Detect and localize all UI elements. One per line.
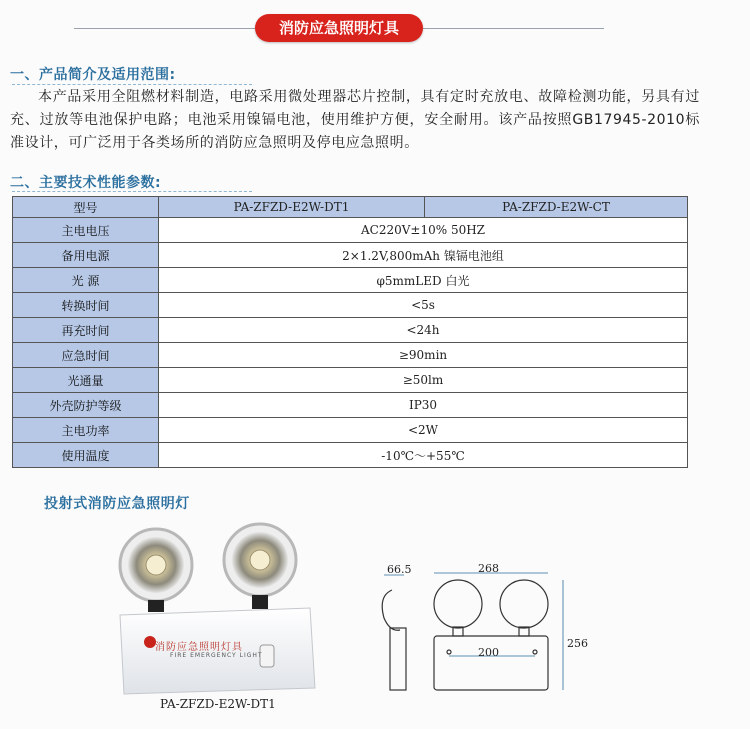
row-value: <5s	[159, 293, 688, 318]
row-label: 使用温度	[13, 443, 159, 468]
table-row	[13, 243, 688, 268]
intro-paragraph: 本产品采用全阻燃材料制造，电路采用微处理器芯片控制，具有定时充放电、故障检测功能，另具有过充、过放等电池保护电路；电池采用镍镉电池，使用维护方便，安全耐用。该产品按照GB17945-2010标准设计，可广泛用于各类场所的消防应急照明及停电应急照明。	[10, 89, 700, 151]
row-value: IP30	[159, 393, 688, 418]
header-label: 型号	[13, 197, 159, 218]
row-label: 光 源	[13, 268, 159, 293]
table-row	[13, 443, 688, 468]
row-label: 应急时间	[13, 343, 159, 368]
table-row	[13, 318, 688, 343]
section1-heading: 一、产品简介及适用范围:	[10, 67, 176, 83]
dimension-drawing	[370, 560, 600, 700]
row-label: 主电电压	[13, 218, 159, 243]
header-model-2: PA-ZFZD-E2W-CT	[425, 197, 688, 218]
table-row	[13, 293, 688, 318]
front-head-left	[434, 580, 482, 628]
dim-overall-height: 256	[567, 637, 588, 650]
side-view-body	[390, 628, 406, 690]
table-row	[13, 218, 688, 243]
row-label: 外壳防护等级	[13, 393, 159, 418]
row-value: ≥90min	[159, 343, 688, 368]
row-value: 2×1.2V,800mAh 镍镉电池组	[159, 243, 688, 268]
table-row	[13, 268, 688, 293]
lamp-head-right	[224, 524, 296, 609]
header-model-1: PA-ZFZD-E2W-DT1	[159, 197, 425, 218]
table-row	[13, 343, 688, 368]
dim-overall-width: 268	[478, 562, 499, 575]
front-head-right	[500, 580, 548, 628]
model-caption: PA-ZFZD-E2W-DT1	[160, 697, 276, 711]
dim-base-width: 200	[478, 646, 499, 659]
row-value: <2W	[159, 418, 688, 443]
dim-side-depth: 66.5	[387, 563, 412, 576]
row-value: <24h	[159, 318, 688, 343]
side-view-head	[382, 590, 400, 630]
mount-hole-left	[447, 650, 451, 654]
table-row	[13, 368, 688, 393]
row-label: 备用电源	[13, 243, 159, 268]
table-row	[13, 393, 688, 418]
spec-table	[12, 196, 688, 468]
row-label: 转换时间	[13, 293, 159, 318]
row-label: 主电功率	[13, 418, 159, 443]
front-body	[434, 636, 548, 690]
section2-heading: 二、主要技术性能参数:	[10, 175, 162, 191]
row-value: ≥50lm	[159, 368, 688, 393]
row-label: 再充时间	[13, 318, 159, 343]
section2-underline	[12, 191, 252, 193]
panel-label: 消防应急照明灯具	[155, 642, 243, 653]
panel-sub-label: FIRE EMERGENCY LIGHT	[170, 652, 263, 659]
title-rule-left	[74, 28, 255, 29]
table-header-row	[13, 197, 688, 218]
mount-hole-right	[533, 650, 537, 654]
row-value: -10℃～+55℃	[159, 443, 688, 468]
table-row	[13, 418, 688, 443]
page-title: 消防应急照明灯具	[255, 14, 423, 42]
product-photo	[110, 520, 325, 700]
row-value: φ5mmLED 白光	[159, 268, 688, 293]
product-title: 投射式消防应急照明灯	[44, 496, 190, 512]
lamp-head-left	[120, 529, 192, 612]
row-label: 光通量	[13, 368, 159, 393]
title-rule-right	[423, 28, 604, 29]
row-value: AC220V±10% 50HZ	[159, 218, 688, 243]
